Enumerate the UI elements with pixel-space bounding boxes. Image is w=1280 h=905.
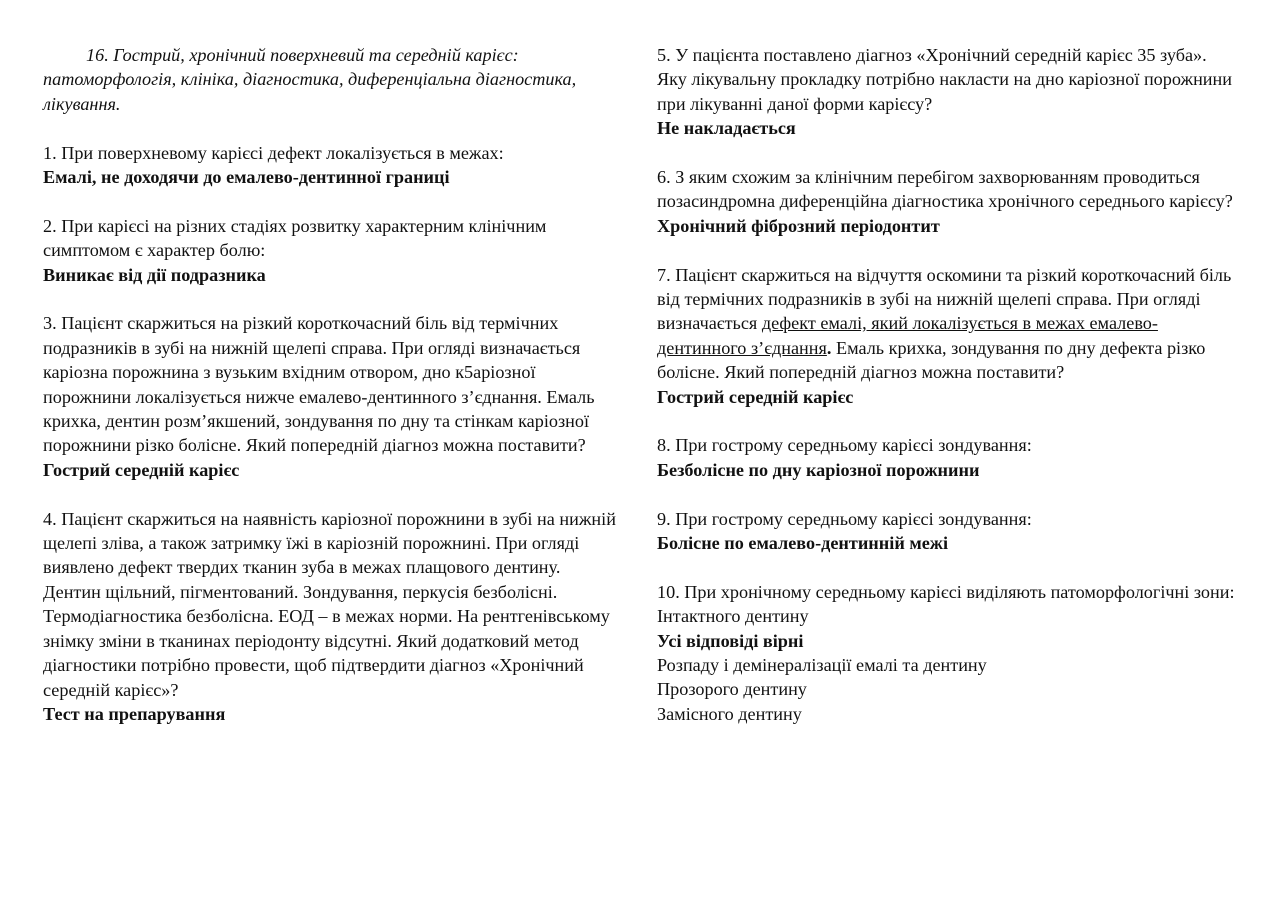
option-4: Прозорого дентину	[657, 679, 807, 700]
question-text: 8. При гострому середньому карієсі зондування:	[657, 435, 1032, 456]
question-item-10	[657, 580, 1237, 726]
question-item-6	[657, 165, 1237, 238]
question-text: 3. Пацієнт скаржиться на різкий короткочасний біль від термічних подразників в зубі на нижній щелепі справа. При огляді визначається каріозна порожнина з вузьким вхідним отвором, дно к5аріозної порожнини локалізується нижче емалево-дентинного з’єднання. Емаль крихка, дентин розм’якшений, зондування по дну та стінкам каріозної порожнини різко болісне. Який попередній діагноз можна поставити?	[43, 313, 595, 456]
answer-text: Безболісне по дну каріозної порожнини	[657, 459, 980, 480]
question-item-5	[657, 43, 1237, 141]
question-text: 6. З яким схожим за клінічним перебігом захворюванням проводиться позасиндромна диференційна діагностика хронічного середнього карієсу?	[657, 167, 1233, 212]
answer-text: Болісне по емалево-дентинній межі	[657, 533, 949, 554]
question-text: 5. У пацієнта поставлено діагноз «Хронічний середній карієс 35 зуба». Яку лікувальну прокладку потрібно накласти на дно каріозної порожнини при лікуванні даної форми карієсу?	[657, 45, 1233, 114]
bold-period: .	[826, 337, 832, 358]
question-item-3	[43, 311, 618, 482]
left-column	[43, 43, 618, 726]
question-text: 9. При гострому середньому карієсі зондування:	[657, 508, 1032, 529]
question-text: 10. При хронічному середньому карієсі виділяють патоморфологічні зони:	[657, 581, 1235, 602]
option-3: Розпаду і демінералізації емалі та дентину	[657, 655, 987, 676]
underlined-phrase: дефект емалі, який локалізується в межах емалево-дентинного з’єднання	[657, 313, 1158, 358]
question-text: 1. При поверхневому карієсі дефект локалізується в межах:	[43, 142, 504, 163]
answer-text: Тест на препарування	[43, 703, 226, 724]
option-5: Замісного дентину	[657, 703, 802, 724]
question-text	[657, 263, 1237, 385]
question-item-2	[43, 214, 618, 287]
answer-text: Не накладається	[657, 118, 796, 139]
answer-text: Виникає від дії подразника	[43, 264, 266, 285]
question-item-7	[657, 263, 1237, 409]
question-text: 4. Пацієнт скаржиться на наявність каріозної порожнини в зубі на нижній щелепі зліва, а також затримку їжі в каріозній порожнині. При огляді виявлено дефект твердих тканин зуба в межах плащового дентину. Дентин щільний, пігментований. Зондування, перкусія безболісні. Термодіагностика безболісна. ЕОД – в межах норми. На рентгенівському знімку зміни в тканинах періодонту відсутні. Який додатковий метод діагностики потрібно провести, щоб підтвердити діагноз «Хронічний середній карієс»?	[43, 508, 616, 700]
question-item-8	[657, 433, 1237, 482]
question-item-1	[43, 141, 618, 190]
right-column	[657, 43, 1237, 726]
answer-text: Хронічний фіброзний періодонтит	[657, 215, 940, 236]
answer-text: Емалі, не доходячи до емалево-дентинної границі	[43, 167, 450, 188]
option-2-correct: Усі відповіді вірні	[657, 630, 804, 651]
question-item-9	[657, 507, 1237, 556]
question-item-4	[43, 507, 618, 727]
question-text-end: Емаль крихка, зондування по дну дефекта різко болісне. Який попередній діагноз можна поставити?	[657, 337, 1206, 383]
answer-text: Гострий середній карієс	[43, 459, 240, 480]
question-text: 2. При карієсі на різних стадіях розвитку характерним клінічним симптомом є характер болю:	[43, 215, 547, 261]
question-text-start: 7. Пацієнт скаржиться на відчуття оскомини та різкий короткочасний біль від термічних подразників в зубі на нижній щелепі справа. При огляді визначається	[657, 264, 1232, 334]
option-1: Інтактного дентину	[657, 606, 809, 627]
section-heading: 16. Гострий, хронічний поверхневий та середній карієс: патоморфологія, клініка, діагностика, диференціальна діагностика, лікування.	[43, 45, 577, 114]
answer-text: Гострий середній карієс	[657, 386, 854, 407]
